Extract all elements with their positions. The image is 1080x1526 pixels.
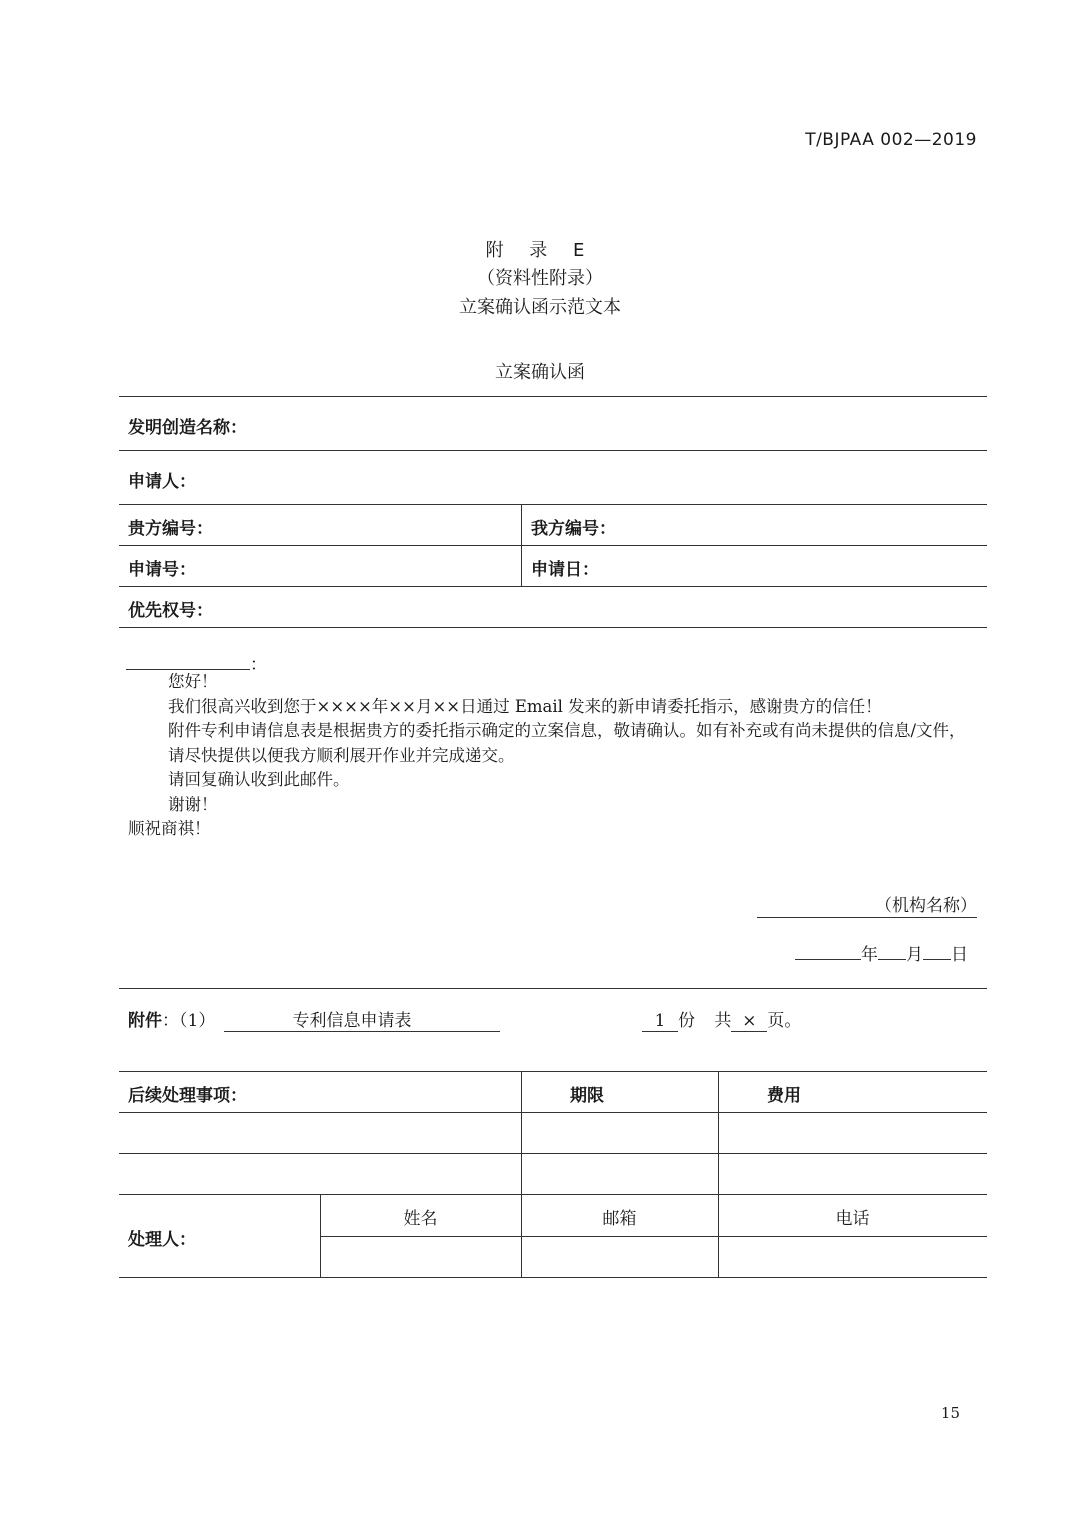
handler-inner-rule (320, 1236, 987, 1237)
phone-header: 电话 (835, 1209, 870, 1229)
page-number: 15 (940, 1404, 960, 1422)
table-rule (119, 586, 987, 587)
attachment-count: 1 份 共 × 页。 (642, 1006, 801, 1032)
appendix-title: 立案确认函示范文本 (459, 297, 621, 318)
table-top-rule (119, 396, 987, 397)
fee-label: 费用 (767, 1086, 801, 1106)
year-blank (795, 941, 861, 960)
standard-code: T/BJPAA 002—2019 (805, 130, 977, 150)
priority-no-label: 优先权号： (128, 601, 213, 621)
day-blank (923, 941, 951, 960)
application-no-label: 申请号： (128, 560, 196, 580)
attachment-name-line (224, 1006, 500, 1032)
appendix-type: （资料性附录） (477, 268, 603, 289)
letter-body (128, 670, 978, 842)
followup-table-rule (119, 1112, 987, 1113)
handler-label: 处理人： (128, 1230, 196, 1250)
paragraph-1: 我们很高兴收到您于××××年××月××日通过 Email 发来的新申请委托指示，感谢贵方的信任！ (168, 696, 882, 716)
org-name-line (757, 891, 977, 918)
attachment-name: 专利信息申请表 (292, 1011, 412, 1031)
invention-name-label: 发明创造名称： (128, 418, 247, 438)
followup-column-divider (521, 1071, 522, 1277)
deadline-label: 期限 (570, 1086, 604, 1106)
followup-table-rule (119, 1194, 987, 1195)
followup-table-top-rule (119, 1071, 987, 1072)
salutation: ： (126, 650, 267, 675)
greeting: 您好！ (168, 672, 218, 691)
table-column-divider (521, 504, 522, 586)
table-rule (119, 545, 987, 546)
followup-table-rule (119, 1153, 987, 1154)
table-rule (119, 450, 987, 451)
attachment-line: 附件：（1） (128, 1011, 216, 1031)
your-ref-label: 贵方编号： (128, 519, 213, 539)
applicant-label: 申请人： (128, 472, 196, 492)
followup-table-bottom-rule (119, 1277, 987, 1278)
our-ref-label: 我方编号： (531, 519, 616, 539)
table-rule (119, 504, 987, 505)
name-header: 姓名 (403, 1209, 438, 1229)
followup-column-divider (718, 1071, 719, 1277)
month-blank (878, 941, 906, 960)
thanks: 谢谢！ (168, 794, 218, 814)
paragraph-2: 附件专利申请信息表是根据贵方的委托指示确定的立案信息，敬请确认。如有补充或有尚未提供的信息/文件，请尽快提供以便我方顺利展开作业并完成递交。 (168, 721, 966, 765)
copies-value: 1 (642, 1011, 678, 1032)
email-header: 邮箱 (602, 1209, 637, 1229)
closing: 顺祝商祺！ (128, 819, 211, 838)
attachment-label: 附件 (128, 1011, 162, 1031)
letter-title: 立案确认函 (495, 362, 585, 383)
appendix-heading: 附 录 E (485, 240, 595, 261)
followup-items-label: 后续处理事项： (128, 1086, 247, 1106)
recipient-blank (126, 651, 250, 670)
attachment-top-rule (119, 988, 987, 989)
org-name: （机构名称） (875, 896, 977, 916)
date-line: 年 月 日 (795, 940, 968, 965)
pages-value: × (731, 1011, 767, 1032)
paragraph-3: 请回复确认收到此邮件。 (168, 770, 350, 789)
application-date-label: 申请日： (531, 560, 599, 580)
table-bottom-rule (119, 627, 987, 628)
